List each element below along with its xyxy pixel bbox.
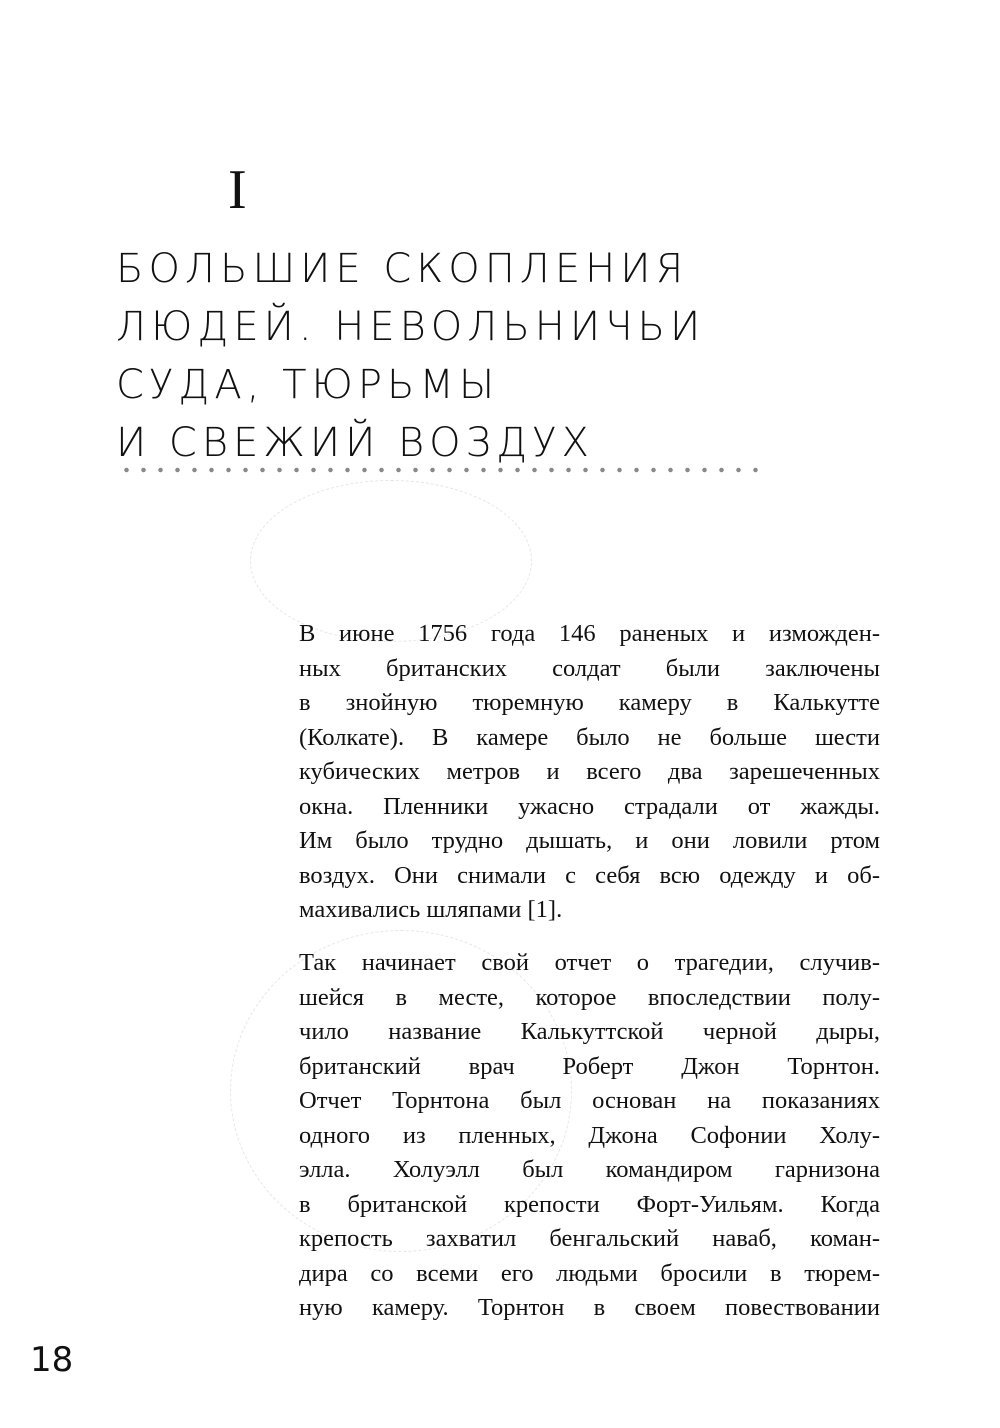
chapter-title-line: И СВЕЖИЙ ВОЗДУХ <box>116 420 594 466</box>
chapter-title-line: ЛЮДЕЙ. НЕВОЛЬНИЧЬИ <box>116 304 706 350</box>
text-line: Отчет Торнтона был основан на показаниях <box>299 1087 880 1114</box>
paragraph-2 <box>299 946 880 1326</box>
chapter-title <box>116 240 776 472</box>
text-line: дира со всеми его людьми бросили в тюрем- <box>299 1259 880 1287</box>
text-line: ных британских солдат были заключены <box>299 654 880 682</box>
text-line: Так начинает свой отчет о трагедии, случив- <box>299 949 880 976</box>
text-line: В июне 1756 года 146 раненых и изможден- <box>299 620 880 647</box>
text-line: чило название Калькуттской черной дыры, <box>299 1018 880 1045</box>
chapter-number: I <box>228 159 247 221</box>
chapter-title-line: СУДА, ТЮРЬМЫ <box>116 362 500 408</box>
dotted-divider <box>118 466 758 474</box>
page-number: 18 <box>30 1340 74 1380</box>
paragraph-1 <box>299 617 880 928</box>
text-line: окна. Пленники ужасно страдали от жажды. <box>299 792 880 820</box>
chapter-title-line: БОЛЬШИЕ СКОПЛЕНИЯ <box>116 246 689 292</box>
text-line: в знойную тюремную камеру в Калькутте <box>299 689 880 716</box>
text-line: элла. Холуэлл был командиром гарнизона <box>299 1156 880 1183</box>
text-line: крепость захватил бенгальский наваб, коман- <box>299 1225 880 1252</box>
text-line: воздух. Они снимали с себя всю одежду и об- <box>299 861 880 889</box>
text-line: Им было трудно дышать, и они ловили ртом <box>299 827 880 854</box>
text-line: британский врач Роберт Джон Торнтон. <box>299 1052 880 1080</box>
text-line: шейся в месте, которое впоследствии полу- <box>299 983 880 1011</box>
text-line: в британской крепости Форт-Уильям. Когда <box>299 1190 880 1218</box>
text-line: одного из пленных, Джона Софонии Холу- <box>299 1121 880 1149</box>
text-line: махивались шляпами [1]. <box>299 896 563 923</box>
text-line: кубических метров и всего два зарешеченных <box>299 758 880 785</box>
text-line: ную камеру. Торнтон в своем повествовании <box>299 1294 880 1321</box>
text-line: (Колкате). В камере было не больше шести <box>299 723 880 751</box>
